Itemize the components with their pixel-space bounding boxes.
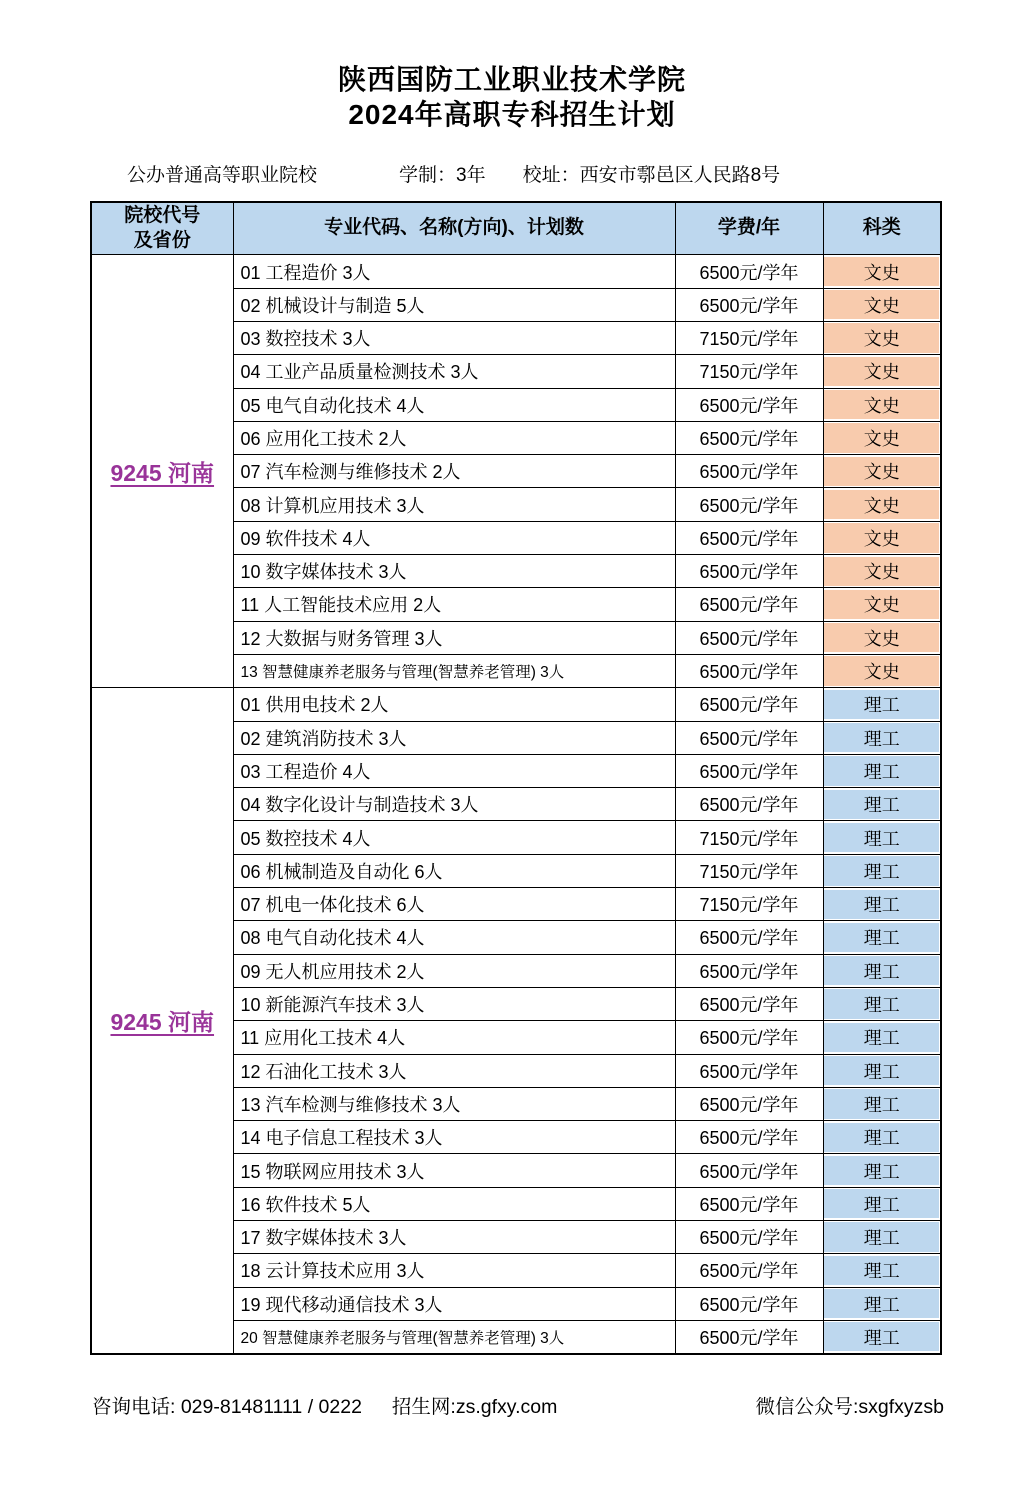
fee-cell: 6500元/学年 (675, 388, 823, 421)
header-college-code-line1: 院校代号 (124, 205, 201, 226)
fee-cell: 6500元/学年 (675, 1121, 823, 1154)
fee-cell: 6500元/学年 (675, 654, 823, 687)
school-type-text: 公办普通高等职业院校 (127, 165, 318, 186)
category-cell: 文史 (823, 555, 941, 588)
category-cell: 文史 (823, 321, 941, 354)
category-cell: 理工 (823, 1154, 941, 1187)
fee-cell: 6500元/学年 (675, 1054, 823, 1087)
contact-phone-text: 咨询电话: 029-81481111 / 0222 (92, 1395, 362, 1418)
major-cell: 20 智慧健康养老服务与管理(智慧养老管理) 3人 (233, 1320, 675, 1353)
category-cell: 理工 (823, 1087, 941, 1120)
section-body-2 (91, 688, 941, 1354)
fee-cell: 6500元/学年 (675, 1220, 823, 1253)
major-cell: 10 新能源汽车技术 3人 (233, 987, 675, 1020)
major-cell: 06 应用化工技术 2人 (233, 421, 675, 454)
category-cell: 理工 (823, 788, 941, 821)
category-cell: 文史 (823, 621, 941, 654)
fee-cell: 6500元/学年 (675, 1320, 823, 1353)
category-cell: 理工 (823, 987, 941, 1020)
fee-cell: 6500元/学年 (675, 754, 823, 787)
major-cell: 11 人工智能技术应用 2人 (233, 588, 675, 621)
major-cell: 04 数字化设计与制造技术 3人 (233, 788, 675, 821)
major-cell: 03 数控技术 3人 (233, 321, 675, 354)
major-cell: 19 现代移动通信技术 3人 (233, 1287, 675, 1320)
header-major: 专业代码、名称(方向)、计划数 (233, 202, 675, 255)
major-cell: 01 工程造价 3人 (233, 255, 675, 288)
category-cell: 理工 (823, 854, 941, 887)
category-cell: 理工 (823, 1187, 941, 1220)
major-cell: 01 供用电技术 2人 (233, 688, 675, 721)
category-cell: 理工 (823, 1254, 941, 1287)
fee-cell: 6500元/学年 (675, 255, 823, 288)
study-duration-text: 学制：3年 (399, 165, 486, 186)
fee-cell: 6500元/学年 (675, 1154, 823, 1187)
plan-table-head (91, 202, 941, 255)
major-cell: 11 应用化工技术 4人 (233, 1021, 675, 1054)
category-cell: 理工 (823, 1220, 941, 1253)
fee-cell: 7150元/学年 (675, 854, 823, 887)
category-cell: 理工 (823, 921, 941, 954)
category-cell: 理工 (823, 688, 941, 721)
fee-cell: 7150元/学年 (675, 888, 823, 921)
college-code-cell (91, 255, 233, 688)
category-cell: 理工 (823, 821, 941, 854)
major-cell: 08 电气自动化技术 4人 (233, 921, 675, 954)
category-cell: 理工 (823, 1320, 941, 1353)
major-cell: 12 石油化工技术 3人 (233, 1054, 675, 1087)
category-cell: 理工 (823, 721, 941, 754)
fee-cell: 7150元/学年 (675, 355, 823, 388)
category-cell: 文史 (823, 654, 941, 687)
category-cell: 文史 (823, 521, 941, 554)
major-cell: 09 软件技术 4人 (233, 521, 675, 554)
plan-year-title: 2024年高职专科招生计划 (348, 99, 676, 130)
college-code: 9245 河南 (110, 1008, 215, 1035)
fee-cell: 6500元/学年 (675, 588, 823, 621)
fee-cell: 6500元/学年 (675, 288, 823, 321)
school-address-text: 校址：西安市鄠邑区人民路8号 (522, 165, 781, 186)
major-cell: 18 云计算技术应用 3人 (233, 1254, 675, 1287)
category-cell: 文史 (823, 421, 941, 454)
category-cell: 理工 (823, 1054, 941, 1087)
category-cell: 理工 (823, 1287, 941, 1320)
header-college-code (91, 202, 233, 255)
table-row (91, 688, 941, 721)
admissions-website-text: 招生网:zs.gfxy.com (391, 1395, 558, 1418)
school-info-line (127, 160, 1024, 187)
fee-cell: 6500元/学年 (675, 488, 823, 521)
fee-cell: 6500元/学年 (675, 1087, 823, 1120)
fee-cell: 7150元/学年 (675, 821, 823, 854)
major-cell: 13 汽车检测与维修技术 3人 (233, 1087, 675, 1120)
fee-cell: 6500元/学年 (675, 455, 823, 488)
major-cell: 13 智慧健康养老服务与管理(智慧养老管理) 3人 (233, 654, 675, 687)
category-cell: 理工 (823, 754, 941, 787)
footer (92, 1391, 944, 1419)
school-name-title: 陕西国防工业职业技术学院 (337, 64, 686, 95)
major-cell: 17 数字媒体技术 3人 (233, 1220, 675, 1253)
fee-cell: 6500元/学年 (675, 1287, 823, 1320)
fee-cell: 6500元/学年 (675, 721, 823, 754)
category-cell: 文史 (823, 488, 941, 521)
fee-cell: 6500元/学年 (675, 521, 823, 554)
major-cell: 05 电气自动化技术 4人 (233, 388, 675, 421)
category-cell: 理工 (823, 1021, 941, 1054)
fee-cell: 6500元/学年 (675, 688, 823, 721)
header-category: 科类 (823, 202, 941, 255)
fee-cell: 6500元/学年 (675, 421, 823, 454)
category-cell: 文史 (823, 455, 941, 488)
major-cell: 02 机械设计与制造 5人 (233, 288, 675, 321)
fee-cell: 7150元/学年 (675, 321, 823, 354)
category-cell: 文史 (823, 255, 941, 288)
document-title-block (0, 62, 1024, 132)
major-cell: 10 数字媒体技术 3人 (233, 555, 675, 588)
section-body-1 (91, 255, 941, 688)
fee-cell: 6500元/学年 (675, 1254, 823, 1287)
major-cell: 05 数控技术 4人 (233, 821, 675, 854)
fee-cell: 6500元/学年 (675, 1021, 823, 1054)
major-cell: 16 软件技术 5人 (233, 1187, 675, 1220)
category-cell: 理工 (823, 1121, 941, 1154)
major-cell: 15 物联网应用技术 3人 (233, 1154, 675, 1187)
plan-table (90, 201, 942, 1355)
major-cell: 09 无人机应用技术 2人 (233, 954, 675, 987)
major-cell: 07 汽车检测与维修技术 2人 (233, 455, 675, 488)
wechat-account-text: 微信公众号:sxgfxyzsb (755, 1395, 944, 1418)
fee-cell: 6500元/学年 (675, 1187, 823, 1220)
major-cell: 14 电子信息工程技术 3人 (233, 1121, 675, 1154)
major-cell: 12 大数据与财务管理 3人 (233, 621, 675, 654)
fee-cell: 6500元/学年 (675, 954, 823, 987)
major-cell: 04 工业产品质量检测技术 3人 (233, 355, 675, 388)
major-cell: 02 建筑消防技术 3人 (233, 721, 675, 754)
category-cell: 文史 (823, 588, 941, 621)
major-cell: 07 机电一体化技术 6人 (233, 888, 675, 921)
fee-cell: 6500元/学年 (675, 788, 823, 821)
fee-cell: 6500元/学年 (675, 555, 823, 588)
category-cell: 文史 (823, 288, 941, 321)
category-cell: 文史 (823, 388, 941, 421)
college-code-cell (91, 688, 233, 1354)
header-college-code-line2: 及省份 (133, 229, 191, 251)
category-cell: 理工 (823, 888, 941, 921)
category-cell: 理工 (823, 954, 941, 987)
major-cell: 03 工程造价 4人 (233, 754, 675, 787)
header-row (91, 202, 941, 255)
table-row (91, 255, 941, 288)
major-cell: 08 计算机应用技术 3人 (233, 488, 675, 521)
major-cell: 06 机械制造及自动化 6人 (233, 854, 675, 887)
category-cell: 文史 (823, 355, 941, 388)
header-fee: 学费/年 (675, 202, 823, 255)
fee-cell: 6500元/学年 (675, 921, 823, 954)
fee-cell: 6500元/学年 (675, 621, 823, 654)
college-code: 9245 河南 (110, 459, 215, 486)
fee-cell: 6500元/学年 (675, 987, 823, 1020)
